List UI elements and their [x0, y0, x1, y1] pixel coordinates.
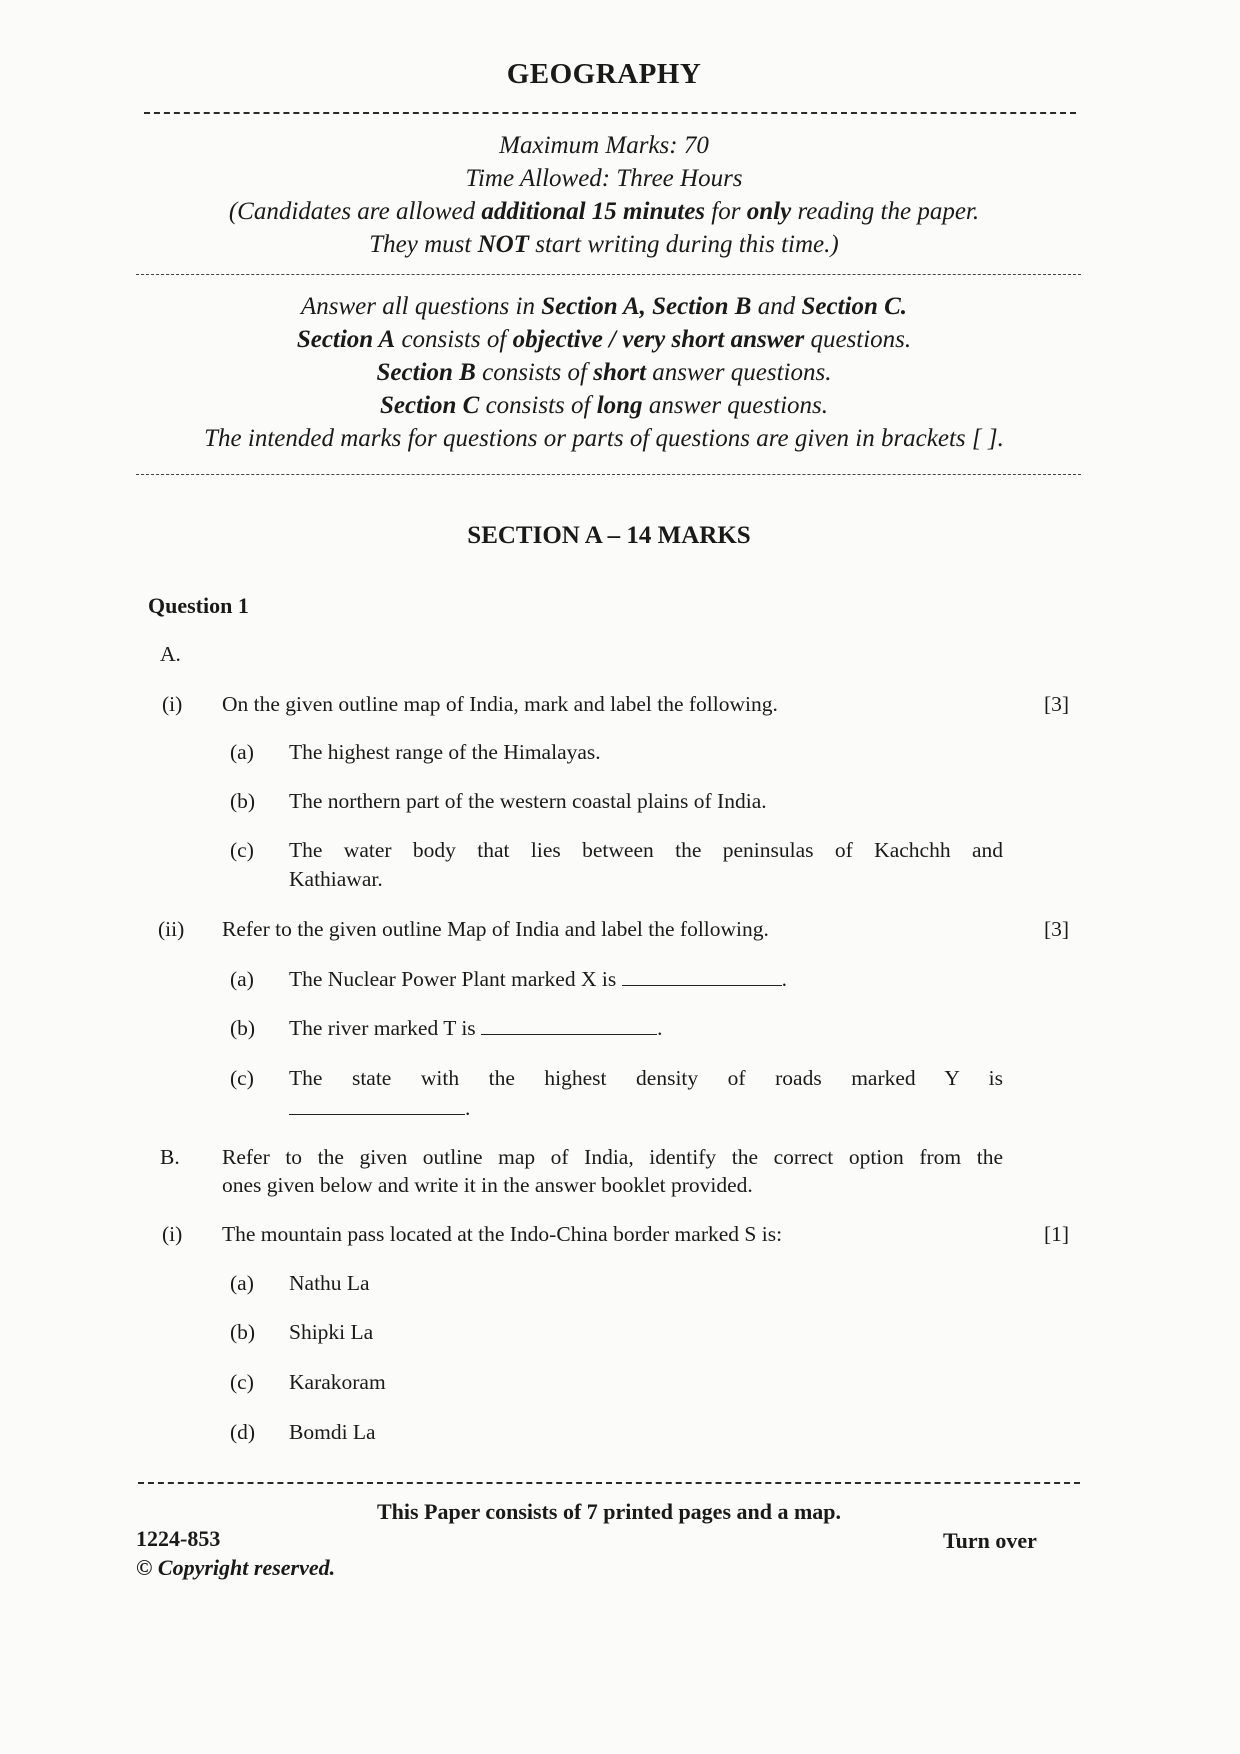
turn-over-note: Turn over: [943, 1528, 1037, 1553]
footer-divider: [138, 1482, 1080, 1484]
option-label: (c): [230, 838, 254, 862]
question-text: On the given outline map of India, mark and label the following.: [222, 692, 778, 716]
answer-blank: [622, 967, 782, 986]
max-marks: Maximum Marks: 70: [499, 132, 709, 159]
answer-blank: [481, 1016, 657, 1035]
reading-time-note: (Candidates are allowed additional 15 minutes for only reading the paper.: [228, 198, 980, 225]
instructions-divider: [136, 474, 1081, 475]
time-allowed: Time Allowed: Three Hours: [465, 165, 743, 192]
choice-text: Shipki La: [289, 1320, 374, 1344]
instruction-line-5: The intended marks for questions or parts of questions are given in brackets [ ].: [204, 425, 1004, 452]
marks-badge: [3]: [1044, 692, 1070, 716]
part-b-text: Refer to the given outline map of India, identify the correct option from the: [222, 1145, 1003, 1169]
option-label: (b): [230, 789, 256, 813]
copyright-notice: © Copyright reserved.: [136, 1555, 336, 1580]
choice-text: Bomdi La: [289, 1420, 376, 1444]
instruction-line-3: Section B consists of short answer questions.: [376, 359, 832, 386]
choice-text: Karakoram: [289, 1370, 386, 1394]
instruction-line-1: Answer all questions in Section A, Section B and Section C.: [300, 293, 908, 320]
paper-title: GEOGRAPHY: [506, 58, 702, 90]
option-label: (b): [230, 1016, 256, 1040]
title-divider: [144, 112, 1076, 114]
option-text: The state with the highest density of roads marked Y is: [289, 1066, 1003, 1090]
choice-label: (b): [230, 1320, 256, 1344]
option-label: (c): [230, 1066, 254, 1090]
option-text: The northern part of the western coastal plains of India.: [289, 789, 767, 813]
choice-label: (c): [230, 1370, 254, 1394]
part-b-label: B.: [160, 1145, 180, 1169]
paper-code: 1224-853: [136, 1526, 221, 1551]
instruction-line-4: Section C consists of long answer questions.: [380, 392, 828, 419]
fill-in-continued: .: [289, 1094, 470, 1122]
option-label: (a): [230, 967, 254, 991]
choice-label: (a): [230, 1271, 254, 1295]
option-text-continued: Kathiawar.: [289, 867, 383, 891]
exam-info-block: [120, 129, 1088, 261]
choice-label: (d): [230, 1420, 256, 1444]
option-label: (a): [230, 740, 254, 764]
page-count-note: This Paper consists of 7 printed pages and a map.: [376, 1499, 842, 1524]
choice-text: Nathu La: [289, 1271, 370, 1295]
part-b-text-continued: ones given below and write it in the answer booklet provided.: [222, 1173, 753, 1197]
instructions-block: [126, 290, 1082, 455]
answer-blank: [289, 1096, 465, 1115]
fill-in-item: The river marked T is .: [289, 1016, 663, 1040]
part-a-label: A.: [160, 642, 181, 666]
option-text: The highest range of the Himalayas.: [289, 740, 601, 764]
instruction-line-2: Section A consists of objective / very short answer questions.: [296, 326, 912, 353]
no-writing-note: They must NOT start writing during this time.): [369, 231, 839, 258]
question-number: (i): [162, 692, 183, 716]
info-divider: [136, 274, 1081, 275]
question-text: The mountain pass located at the Indo-China border marked S is:: [222, 1222, 783, 1246]
fill-in-item: The Nuclear Power Plant marked X is .: [289, 967, 787, 991]
section-a-heading: SECTION A – 14 MARKS: [467, 522, 751, 549]
option-text: The water body that lies between the peninsulas of Kachchh and: [289, 838, 1003, 862]
question-number: (i): [162, 1222, 183, 1246]
marks-badge: [3]: [1044, 917, 1070, 941]
question-text: Refer to the given outline Map of India and label the following.: [222, 917, 769, 941]
question-number: (ii): [158, 917, 185, 941]
question-1-heading: Question 1: [148, 593, 249, 618]
marks-badge: [1]: [1044, 1222, 1070, 1246]
